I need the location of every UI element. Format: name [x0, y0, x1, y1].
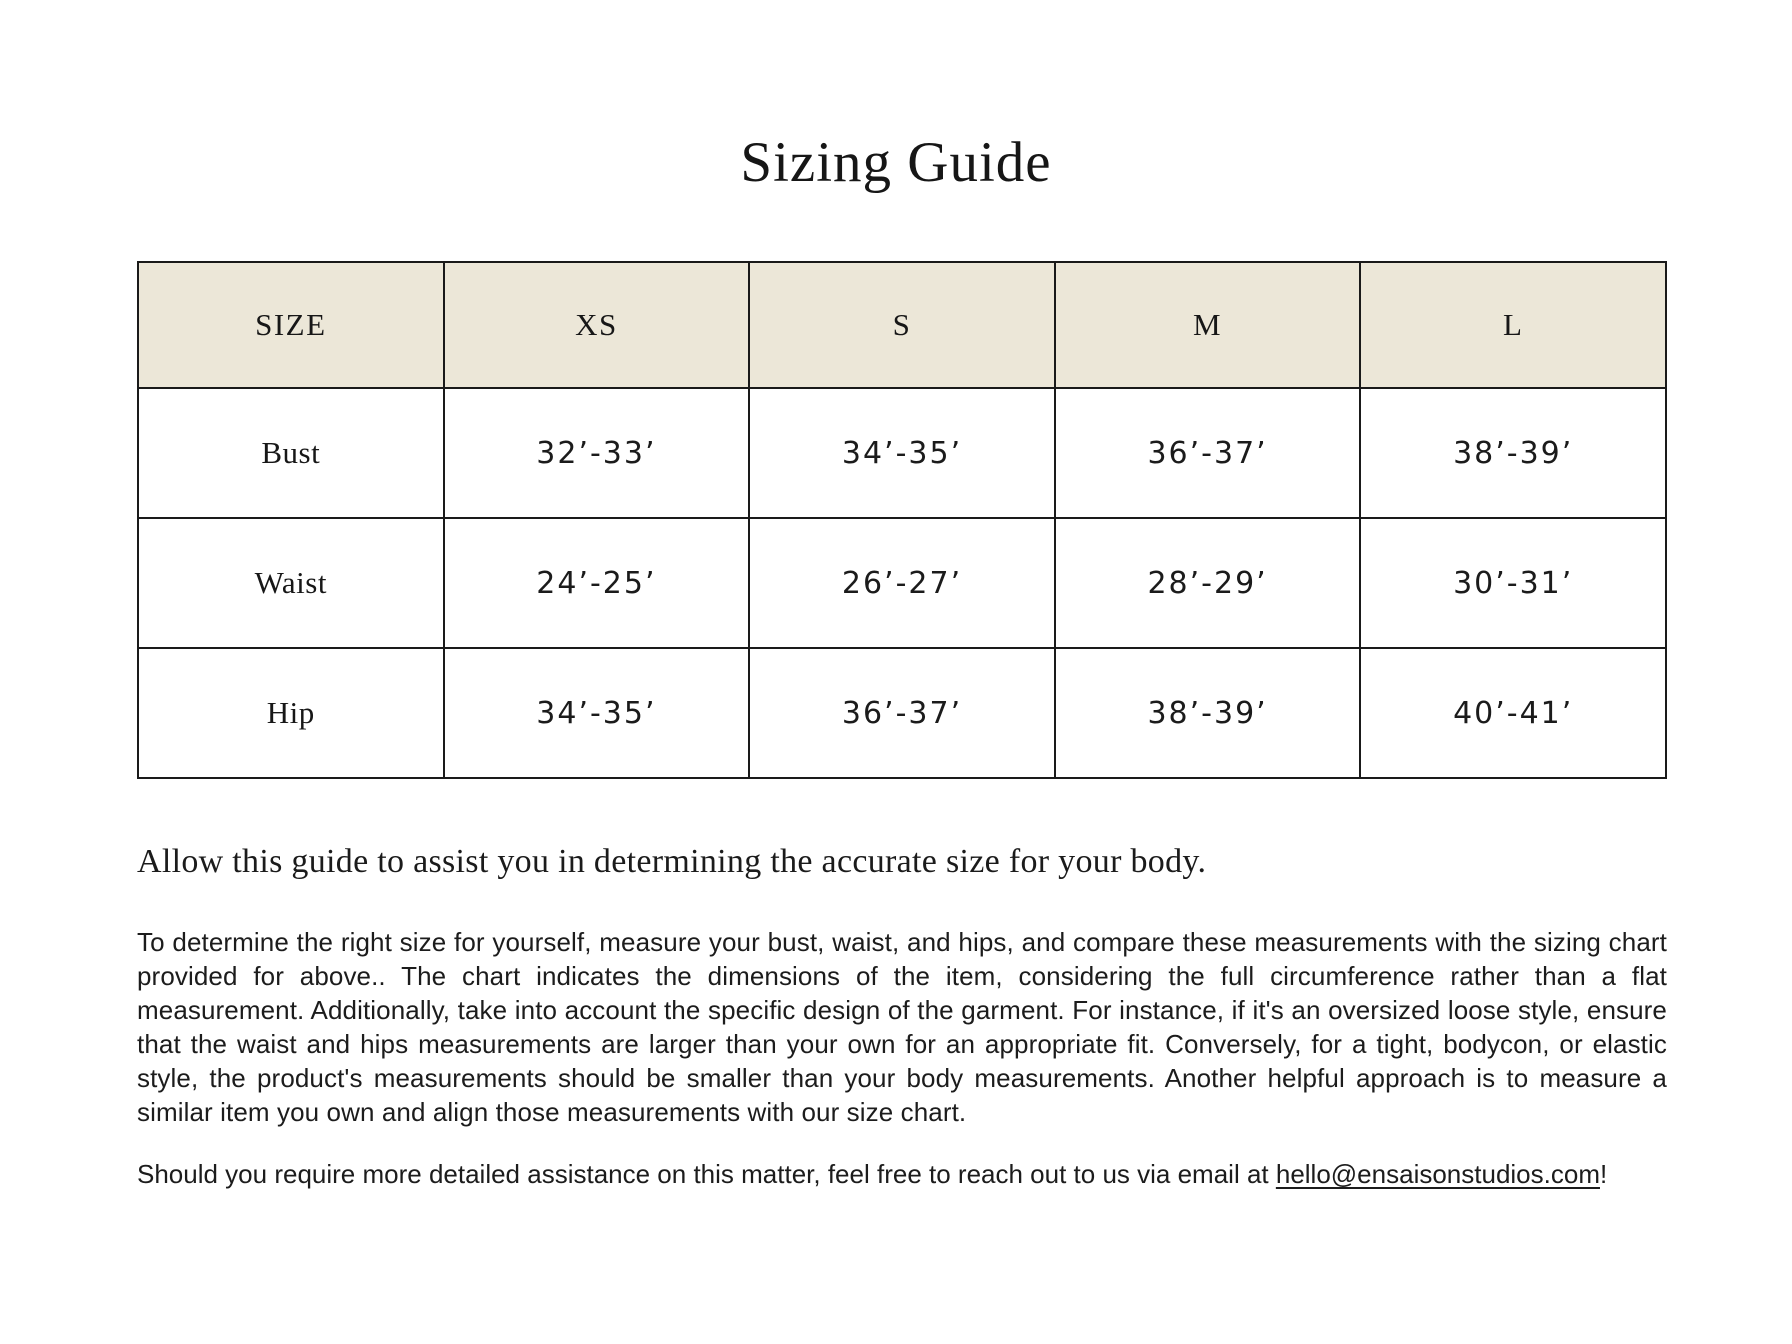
hip-m-value: 38’-39’	[1055, 648, 1361, 778]
table-row-bust	[138, 388, 1666, 518]
contact-text: Should you require more detailed assistance on this matter, feel free to reach out to us via email at	[137, 1159, 1276, 1189]
body-paragraph: To determine the right size for yourself, measure your bust, waist, and hips, and compare these measurements with the sizing chart provided for above.. The chart indicates the dimensions of the item, considering the full circumference rather than a flat measurement. Additionally, take into account the specific design of the garment. For instance, if it's an oversized loose style, ensure that the waist and hips measurements are larger than your own for an appropriate fit. Conversely, for a tight, bodycon, or elastic style, the product's measurements should be smaller than your body measurements. Another helpful approach is to measure a similar item you own and align those measurements with our size chart.	[137, 927, 1667, 1127]
page-title: Sizing Guide	[740, 131, 1052, 194]
waist-m-value: 28’-29’	[1055, 518, 1361, 648]
header-cell-s: S	[749, 262, 1055, 388]
contact-suffix: !	[1599, 1159, 1608, 1189]
header-cell-size: SIZE	[138, 262, 444, 388]
bust-xs-value: 32’-33’	[444, 388, 750, 518]
header-cell-l: L	[1360, 262, 1666, 388]
contact-paragraph	[137, 1157, 1667, 1191]
waist-l-value: 30’-31’	[1360, 518, 1666, 648]
bust-m-value: 36’-37’	[1055, 388, 1361, 518]
bust-s-value: 34’-35’	[749, 388, 1055, 518]
table-row-hip	[138, 648, 1666, 778]
email-link[interactable]: hello@ensaisonstudios.com	[1275, 1159, 1600, 1189]
row-label-bust: Bust	[138, 388, 444, 518]
row-label-waist: Waist	[138, 518, 444, 648]
hip-s-value: 36’-37’	[749, 648, 1055, 778]
table-header-row	[138, 262, 1666, 388]
header-cell-xs: XS	[444, 262, 750, 388]
row-label-hip: Hip	[138, 648, 444, 778]
hip-xs-value: 34’-35’	[444, 648, 750, 778]
size-table	[137, 261, 1667, 779]
bust-l-value: 38’-39’	[1360, 388, 1666, 518]
header-cell-m: M	[1055, 262, 1361, 388]
subtitle: Allow this guide to assist you in determining the accurate size for your body.	[137, 843, 1207, 880]
table-row-waist	[138, 518, 1666, 648]
hip-l-value: 40’-41’	[1360, 648, 1666, 778]
waist-xs-value: 24’-25’	[444, 518, 750, 648]
waist-s-value: 26’-27’	[749, 518, 1055, 648]
